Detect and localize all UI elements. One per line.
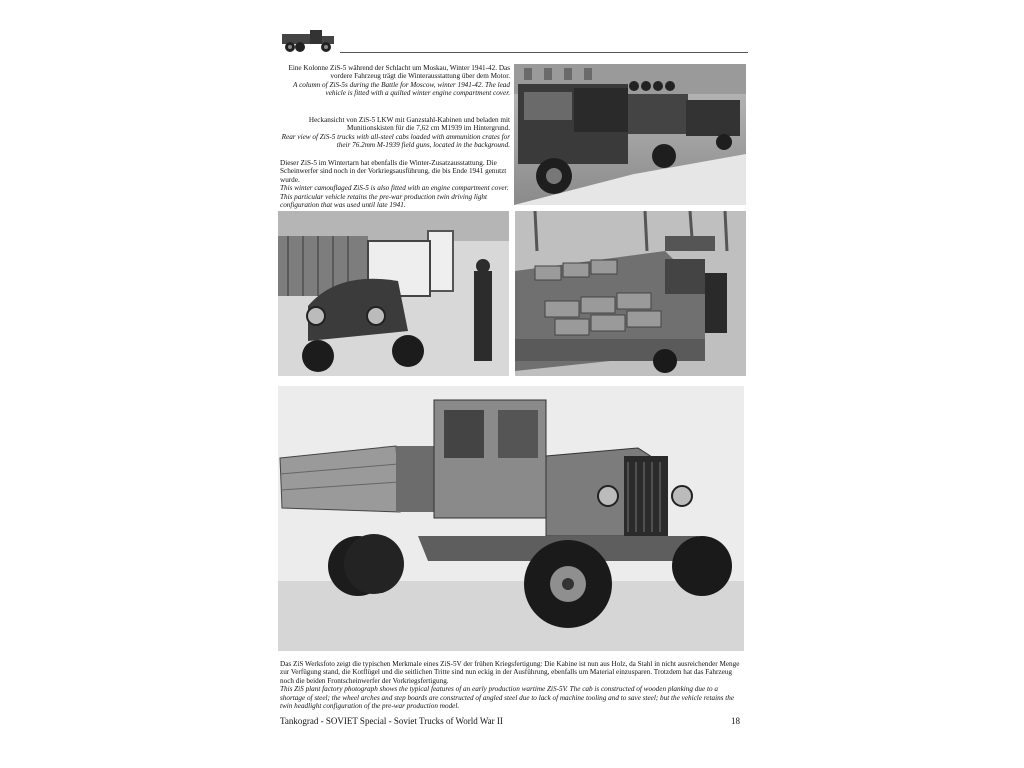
caption-2 xyxy=(280,116,510,150)
footer-title: Tankograd - SOVIET Special - Soviet Trucks of World War II xyxy=(280,716,503,726)
caption-4-de: Das ZiS Werksfoto zeigt die typischen Merkmale eines ZiS-5V der frühen Kriegsfertigung: Die Kabine ist nun aus Holz, da Stahl in nicht ausreichender Menge zur Verfügung stand, die Kotflügel und die seitlichen Tritte sind nun eckig in der Ausführung, ebenfalls um Material einzusparen. Trotzdem hat das Fahrzeug noch die beiden Frontscheinwerfer der Vorkriegsfertigung. xyxy=(280,660,740,685)
photo-winter-camouflaged-truck xyxy=(278,211,509,376)
book-page xyxy=(272,14,752,734)
caption-2-en: Rear view of ZiS-5 trucks with all-steel cabs loaded with ammunition crates for their 76.2mm M-1939 field guns, located in the background. xyxy=(281,132,510,150)
page-number: 18 xyxy=(731,716,740,726)
caption-1-en: A column of ZiS-5s during the Battle for Moscow, winter 1941-42. The lead vehicle is fitted with a quilted winter engine compartment cover. xyxy=(293,80,510,98)
photo-zis-5v-factory xyxy=(278,386,744,651)
truck-logo-icon xyxy=(280,22,338,56)
caption-4 xyxy=(280,660,744,710)
photo-truck-column-winter xyxy=(514,64,746,205)
header-rule xyxy=(340,52,748,53)
caption-2-de: Heckansicht von ZiS-5 LKW mit Ganzstahl-Kabinen und beladen mit Munitionskisten für die 7,62 cm M1939 im Hintergrund. xyxy=(308,116,510,133)
page-footer xyxy=(280,716,744,726)
caption-1-de: Eine Kolonne ZiS-5 während der Schlacht um Moskau, Winter 1941-42. Das vordere Fahrzeug trägt die Winterausstattung über dem Motor. xyxy=(288,64,510,81)
caption-3 xyxy=(280,159,510,209)
caption-4-en: This ZiS plant factory photograph shows the typical features of an early production wartime ZiS-5V. The cab is constructed of wooden planking due to a shortage of steel; the wheel arches and step boards are constructed of angled steel due to lack of machine tooling and to save steel; but the vehicle retains the twin headlight configuration of the pre-war production model. xyxy=(280,685,735,711)
caption-1 xyxy=(280,64,510,98)
caption-3-en: This winter camouflaged ZiS-5 is also fitted with an engine compartment cover. This particular vehicle retains the pre-war production twin driving light configuration that was used until late 1941. xyxy=(280,184,509,210)
caption-3-de: Dieser ZiS-5 im Wintertarn hat ebenfalls die Winter-Zusatzausstattung. Die Scheinwerfer sind noch in der Vorkriegsausführung, die bis Ende 1941 genutzt wurde. xyxy=(280,159,507,184)
photo-trucks-ammunition-crates xyxy=(515,211,746,376)
